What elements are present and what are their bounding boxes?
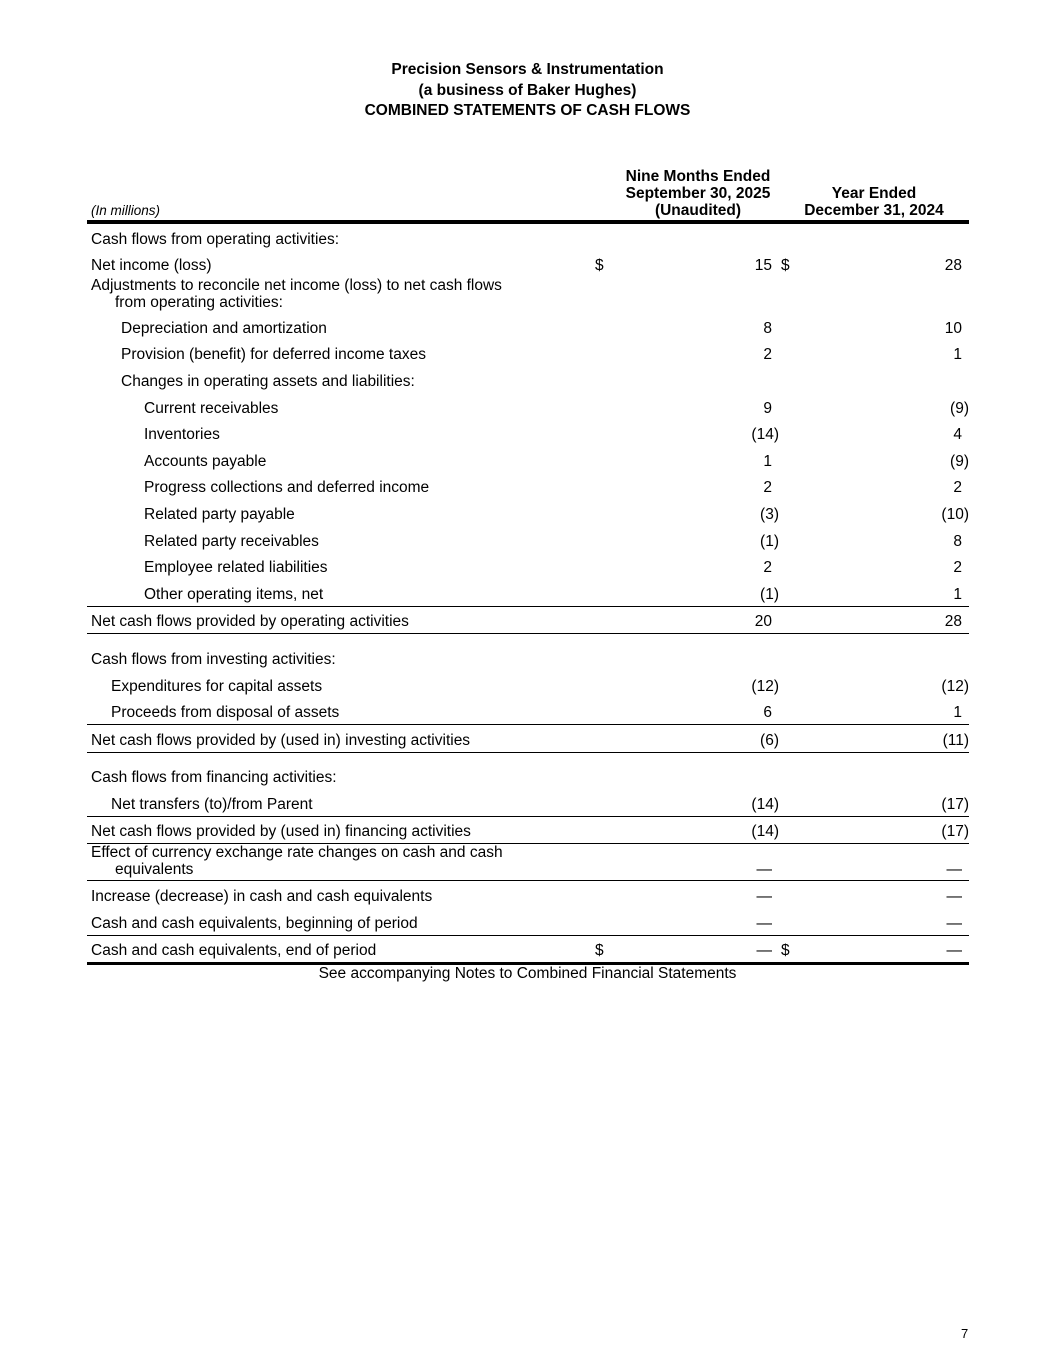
adjustments-heading: Adjustments to reconcile net income (loss) to net cash flows from operating activities: (91, 277, 502, 312)
column-header-nine-months: Nine Months Ended September 30, 2025 (Unaudited) (587, 168, 779, 222)
table-row: Accounts payable 1 (9) (144, 452, 969, 470)
column-header-year-ended: Year Ended December 31, 2024 (779, 168, 969, 222)
table-row: Cash and cash equivalents, beginning of period — — (91, 914, 962, 932)
column-header-row (87, 168, 969, 222)
units-label: (In millions) (87, 168, 587, 222)
table-row: Net income (loss) $ 15 $ 28 (87, 251, 969, 278)
table-row: Provision (benefit) for deferred income taxes 2 1 (121, 346, 962, 364)
table-row: Net transfers (to)/from Parent (14) (17) (111, 795, 969, 813)
currency-symbol: $ (781, 257, 790, 275)
table-row: Expenditures for capital assets (12) (12) (111, 677, 969, 695)
table-row: Current receivables 9 (9) (144, 399, 969, 417)
table-row: Depreciation and amortization 8 10 (121, 319, 962, 337)
table-row: Increase (decrease) in cash and cash equivalents — — (91, 888, 962, 906)
currency-symbol: $ (595, 257, 604, 275)
subtotal-row-operating: Net cash flows provided by operating activities 20 28 (87, 606, 969, 634)
changes-heading: Changes in operating assets and liabilities: (121, 372, 415, 390)
table-row: Progress collections and deferred income 2 2 (144, 479, 962, 497)
currency-symbol: $ (779, 935, 799, 964)
section-heading-operating: Cash flows from operating activities: (91, 230, 340, 248)
cash-flow-table-container (87, 168, 969, 965)
currency-symbol: $ (587, 935, 677, 964)
table-row: Employee related liabilities 2 2 (144, 559, 962, 577)
statement-header (0, 60, 1055, 122)
table-row: Related party receivables (1) 8 (144, 532, 962, 550)
section-heading-financing: Cash flows from financing activities: (91, 769, 337, 787)
statement-title: COMBINED STATEMENTS OF CASH FLOWS (364, 102, 691, 119)
page-number: 7 (961, 1326, 969, 1341)
company-name: Precision Sensors & Instrumentation (391, 61, 664, 78)
fx-effect-row: Effect of currency exchange rate changes on cash and cash equivalents — — (87, 844, 969, 881)
subtotal-row-investing: Net cash flows provided by (used in) investing activities (6) (11) (87, 725, 969, 753)
footnote: See accompanying Notes to Combined Financial Statements (318, 965, 737, 982)
cash-flow-table (87, 168, 969, 965)
section-heading-investing: Cash flows from investing activities: (91, 650, 336, 668)
table-row: Other operating items, net (1) 1 (144, 585, 962, 603)
table-row: Related party payable (3) (10) (144, 505, 969, 523)
total-row-ending-cash: Cash and cash equivalents, end of period $ — $ — (87, 935, 969, 964)
company-subtitle: (a business of Baker Hughes) (418, 81, 637, 99)
table-row: Proceeds from disposal of assets 6 1 (111, 704, 962, 722)
table-row: Inventories (14) 4 (144, 426, 962, 444)
subtotal-row-financing: Net cash flows provided by (used in) financing activities (14) (17) (87, 816, 969, 844)
